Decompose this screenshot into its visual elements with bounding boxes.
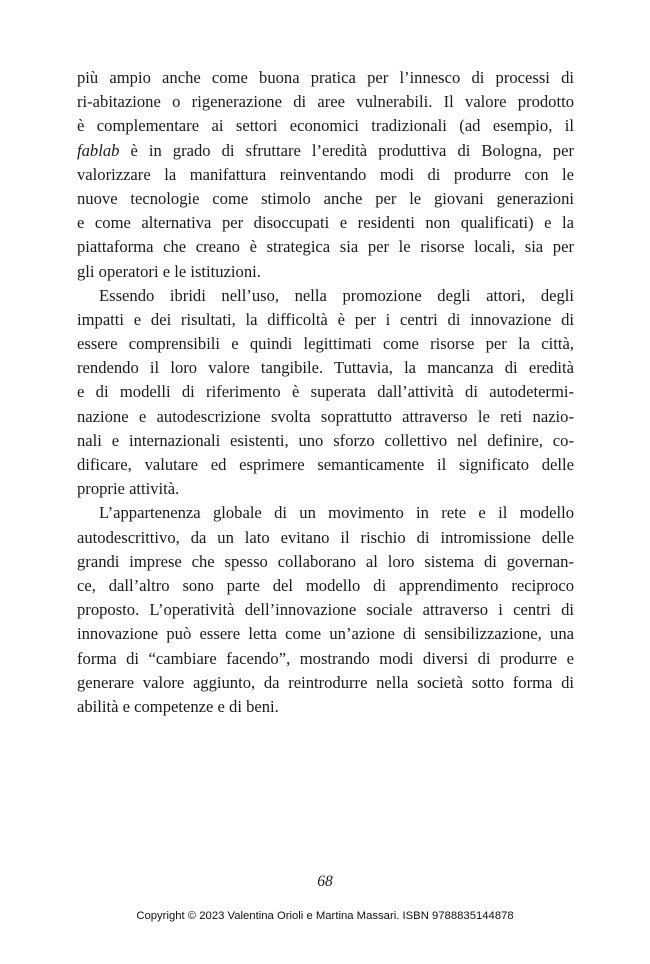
text-line: [77, 284, 574, 308]
line-text: è complementare ai settori economici tradizionali (ad esempio, il: [77, 116, 574, 136]
text-line: [77, 187, 574, 211]
line-text: generare valore aggiunto, da reintrodurre nella società sotto forma di: [77, 672, 574, 692]
text-line: [77, 163, 574, 187]
line-text: proprie attività.: [77, 479, 180, 499]
text-line: [77, 526, 574, 550]
line-text: nazione e autodescrizione svolta soprattutto attraverso le reti nazio-: [77, 406, 574, 426]
text-line: [77, 598, 574, 622]
line-text: ce, dall’altro sono parte del modello di apprendimento reciproco: [77, 575, 574, 595]
line-text: più ampio anche come buona pratica per l’innesco di processi di: [77, 68, 574, 87]
text-line: [77, 671, 574, 695]
paragraph: [77, 284, 574, 502]
line-text: è in grado di sfruttare l’eredità produttiva di Bologna, per: [119, 140, 574, 160]
text-line: [77, 211, 574, 235]
line-text: nali e internazionali esistenti, uno sforzo collettivo nel definire, co-: [77, 430, 574, 450]
text-line: [77, 235, 574, 259]
text-line: [77, 114, 574, 138]
text-line: [77, 695, 574, 719]
line-text: proposto. L’operatività dell’innovazione sociale attraverso i centri di: [77, 600, 574, 620]
text-line: [77, 260, 574, 284]
line-text: autodescrittivo, da un lato evitano il rischio di intromissione delle: [77, 527, 574, 547]
text-line: [77, 66, 574, 90]
line-text: valorizzare la manifattura reinventando modi di produrre con le: [77, 164, 574, 184]
text-line: [77, 622, 574, 646]
line-text: essere comprensibili e quindi legittimati come risorse per la città,: [77, 334, 574, 354]
text-line: [77, 380, 574, 404]
text-line: [77, 308, 574, 332]
italic-term: fablab: [77, 140, 120, 160]
line-text: rendendo il loro valore tangibile. Tuttavia, la mancanza di eredità: [77, 358, 574, 378]
paragraph: [77, 66, 574, 284]
copyright-notice: Copyright © 2023 Valentina Orioli e Martina Massari. ISBN 9788835144878: [136, 910, 514, 922]
line-text: piattaforma che creano è strategica sia per le risorse locali, sia per: [77, 237, 574, 257]
paragraph: [77, 501, 574, 719]
text-line: [77, 405, 574, 429]
line-text: L’appartenenza globale di un movimento in rete e il modello: [99, 503, 574, 523]
line-text: ri-abitazione o rigenerazione di aree vulnerabili. Il valore prodotto: [77, 92, 574, 112]
line-text: e come alternativa per disoccupati e residenti non qualificati) e la: [77, 213, 574, 233]
body-text: [77, 66, 574, 719]
page-number: 68: [317, 873, 333, 890]
text-line: [77, 550, 574, 574]
line-text: gli operatori e le istituzioni.: [77, 261, 261, 281]
text-line: [77, 453, 574, 477]
line-text: dificare, valutare ed esprimere semanticamente il significato delle: [77, 455, 574, 474]
line-text: abilità e competenze e di beni.: [77, 696, 279, 716]
text-line: [77, 139, 574, 163]
line-text: e di modelli di riferimento è superata dall’attività di autodetermi-: [77, 382, 574, 402]
text-line: [77, 574, 574, 598]
text-line: [77, 429, 574, 453]
line-text: Essendo ibridi nell’uso, nella promozione degli attori, degli: [99, 285, 574, 305]
text-line: [77, 332, 574, 356]
text-line: [77, 647, 574, 671]
text-line: [77, 356, 574, 380]
text-line: [77, 477, 574, 501]
line-text: nuove tecnologie come stimolo anche per le giovani generazioni: [77, 188, 574, 208]
line-text: impatti e dei risultati, la difficoltà è per i centri di innovazione di: [77, 309, 574, 329]
line-text: forma di “cambiare facendo”, mostrando modi diversi di produrre e: [77, 648, 574, 668]
line-text: innovazione può essere letta come un’azione di sensibilizzazione, una: [77, 624, 574, 644]
text-line: [77, 501, 574, 525]
line-text: grandi imprese che spesso collaborano al loro sistema di governan-: [77, 551, 574, 571]
text-line: [77, 90, 574, 114]
